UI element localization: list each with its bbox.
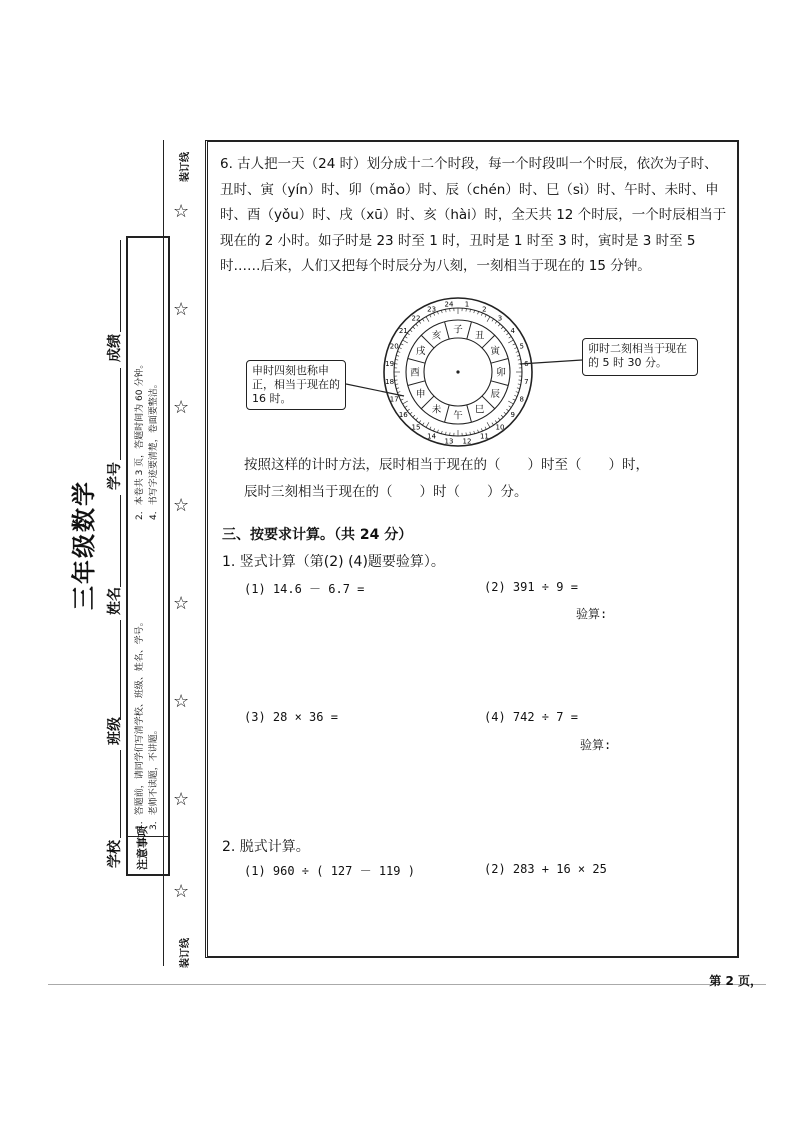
- clock-tick: [501, 327, 503, 329]
- clock-tick: [504, 330, 506, 332]
- hour-label: 24: [444, 300, 454, 309]
- q2-title: 2. 脱式计算。: [222, 839, 310, 855]
- branch-label: 卯: [496, 367, 506, 379]
- clock-tick: [410, 330, 412, 332]
- branch-label: 亥: [431, 330, 442, 342]
- clock-tick: [508, 340, 513, 343]
- hour-label: 8: [519, 395, 524, 404]
- clock-tick: [516, 351, 519, 352]
- clock-tick: [413, 327, 415, 329]
- field-score-label: 成绩: [107, 334, 123, 362]
- branch-label: 丑: [474, 330, 485, 342]
- clock-tick: [437, 430, 438, 433]
- clock-tick: [498, 324, 500, 326]
- q6-question-line2: 辰时三刻相当于现在的（ ）时（ ）分。: [244, 484, 528, 500]
- hour-label: 9: [510, 411, 515, 420]
- field-class-label: 班级: [107, 717, 123, 745]
- clock-tick: [399, 348, 402, 349]
- clock-tick: [426, 317, 429, 322]
- hour-label: 5: [519, 342, 524, 351]
- clock-tick: [441, 310, 442, 313]
- branch-separator: [445, 322, 450, 339]
- clock-tick: [426, 422, 429, 427]
- clock-tick: [430, 427, 431, 430]
- branch-label: 申: [416, 389, 426, 400]
- clock-tick: [401, 344, 404, 345]
- clock-tick: [478, 311, 479, 314]
- hour-label: 18: [385, 378, 395, 387]
- hour-label: 10: [495, 423, 505, 432]
- branch-separator: [467, 322, 472, 339]
- branch-label: 酉: [410, 367, 420, 379]
- q1-title: 1. 竖式计算（第(2) (4)题要验算）。: [222, 554, 445, 570]
- clock-tick: [437, 311, 438, 314]
- clock-tick: [498, 418, 500, 420]
- score-input-line[interactable]: [120, 240, 121, 332]
- clock-tick: [485, 315, 486, 318]
- clock-tick: [514, 348, 517, 349]
- binding-label-bottom: 装订线: [180, 938, 191, 968]
- clock-tick: [495, 321, 497, 323]
- q1-item-1: (1) 14.6 － 6.7 =: [244, 582, 365, 596]
- class-input-line[interactable]: [120, 620, 121, 720]
- hour-label: 17: [389, 395, 399, 404]
- notice-line-4: 4．书写字迹要清楚，卷面要整洁。: [149, 379, 159, 520]
- exam-title: 三年级数学: [70, 480, 98, 610]
- clock-tick: [501, 415, 503, 417]
- clock-tick: [422, 319, 424, 321]
- clock-tick: [487, 317, 490, 322]
- hour-label: 1: [464, 300, 470, 309]
- q1-item-2: (2) 391 ÷ 9 =: [484, 580, 578, 594]
- star-icon: ☆: [173, 789, 190, 810]
- hour-label: 2: [482, 305, 487, 314]
- clock-tick: [430, 315, 431, 318]
- clock-tick: [403, 340, 408, 343]
- callout-connectors: [346, 354, 586, 414]
- clock-tick: [509, 336, 511, 338]
- q6-text: 6. 古人把一天（24 时）划分成十二个时段，每一个时段叫一个时辰，依次为子时、丑时、寅（yín）时、卯（mǎo）时、辰（chén）时、巳（sì）时、午时、未时、申时、酉（yǒu）时、戌（xū）时、亥（hài）时，全天共 12 个时辰，一个时辰相当于现在的 2 小时。如子时是 23 时至 1 时，丑时是 1 时至 3 时，寅时是 3 时至 5 时……后来，人们又把每个时辰分为八刻，一刻相当于现在的 15 分钟。: [220, 156, 727, 274]
- clock-tick: [478, 430, 479, 433]
- q2-item-1: (1) 960 ÷ ( 127 － 119 ): [244, 864, 415, 878]
- clock-tick: [487, 422, 490, 427]
- clock-tick: [485, 427, 486, 430]
- field-name-label: 姓名: [107, 587, 123, 615]
- star-icon: ☆: [173, 299, 190, 320]
- branch-label: 辰: [490, 389, 500, 400]
- check-label-2: 验算:: [576, 607, 608, 621]
- name-input-line[interactable]: [120, 495, 121, 587]
- hour-label: 11: [479, 432, 489, 441]
- hour-label: 12: [462, 437, 472, 446]
- notice-line-2: 2．本卷共 3 页，答题时间为 60 分钟。: [135, 359, 145, 520]
- clock-tick: [481, 313, 482, 316]
- branch-label: 戌: [416, 346, 426, 357]
- branch-label: 寅: [490, 346, 500, 357]
- clock-tick: [506, 333, 508, 335]
- clock-tick: [413, 415, 415, 417]
- clock-tick: [474, 431, 475, 434]
- clock-tick: [492, 319, 494, 321]
- section3-title: 三、按要求计算。（共 24 分）: [222, 527, 413, 543]
- notice-line-1: 1．答题前，请同学们写清学校、班级、姓名、学号。: [135, 617, 145, 830]
- page-number: 第 2 页，: [709, 974, 762, 988]
- clock-tick: [481, 428, 482, 431]
- clock-tick: [441, 431, 442, 434]
- clock-tick: [434, 313, 435, 316]
- footer-divider: [48, 984, 766, 985]
- clock-tick: [492, 423, 494, 425]
- hour-label: 19: [385, 359, 395, 368]
- clock-tick: [422, 423, 424, 425]
- hour-label: 22: [411, 314, 421, 323]
- hour-label: 20: [389, 342, 399, 351]
- star-icon: ☆: [173, 593, 190, 614]
- q1-item-4: (4) 742 ÷ 7 =: [484, 710, 578, 724]
- hour-label: 14: [427, 432, 437, 441]
- callout-shen-zheng: 申时四刻也称申正，相当于现在的 16 时。: [246, 360, 346, 410]
- clock-tick: [419, 420, 421, 422]
- star-icon: ☆: [173, 201, 190, 222]
- hour-label: 7: [524, 378, 529, 387]
- star-icon: ☆: [173, 881, 190, 902]
- clock-tick: [397, 351, 400, 352]
- branch-label: 未: [431, 404, 442, 416]
- notice-label: 注意事项: [136, 826, 149, 870]
- hour-label: 15: [411, 423, 421, 432]
- hour-label: 3: [497, 314, 503, 323]
- star-icon: ☆: [173, 691, 190, 712]
- branch-label: 午: [453, 410, 463, 422]
- q2-item-2: (2) 283 + 16 × 25: [484, 862, 607, 876]
- clock-tick: [513, 344, 516, 345]
- clock-tick: [434, 428, 435, 431]
- school-input-line[interactable]: [120, 750, 121, 838]
- q6-question-line1: 按照这样的计时方法，辰时相当于现在的（ ）时至（ ）时，: [244, 457, 649, 473]
- star-icon: ☆: [173, 397, 190, 418]
- clock-tick: [495, 420, 497, 422]
- star-icon: ☆: [173, 495, 190, 516]
- binding-label-top: 装订线: [180, 152, 191, 182]
- hour-label: 16: [398, 411, 408, 420]
- check-label-4: 验算:: [580, 738, 612, 752]
- branch-label: 巳: [474, 404, 485, 416]
- clock-tick: [474, 310, 475, 313]
- notice-line-3: 3．老师不读题，不讲题。: [149, 725, 159, 830]
- hour-label: 4: [510, 326, 515, 335]
- clock-tick: [416, 324, 418, 326]
- hour-label: 13: [444, 437, 454, 446]
- callout-mao-erke: 卯时二刻相当于现在的 5 时 30 分。: [582, 338, 698, 376]
- hour-label: 23: [427, 305, 437, 314]
- field-school-label: 学校: [107, 840, 123, 868]
- id-input-line[interactable]: [120, 368, 121, 460]
- hour-label: 21: [398, 326, 408, 335]
- q1-item-3: (3) 28 × 36 =: [244, 710, 338, 724]
- field-id-label: 学号: [107, 462, 123, 490]
- clock-tick: [416, 418, 418, 420]
- clock-tick: [405, 336, 407, 338]
- branch-label: 子: [453, 324, 463, 336]
